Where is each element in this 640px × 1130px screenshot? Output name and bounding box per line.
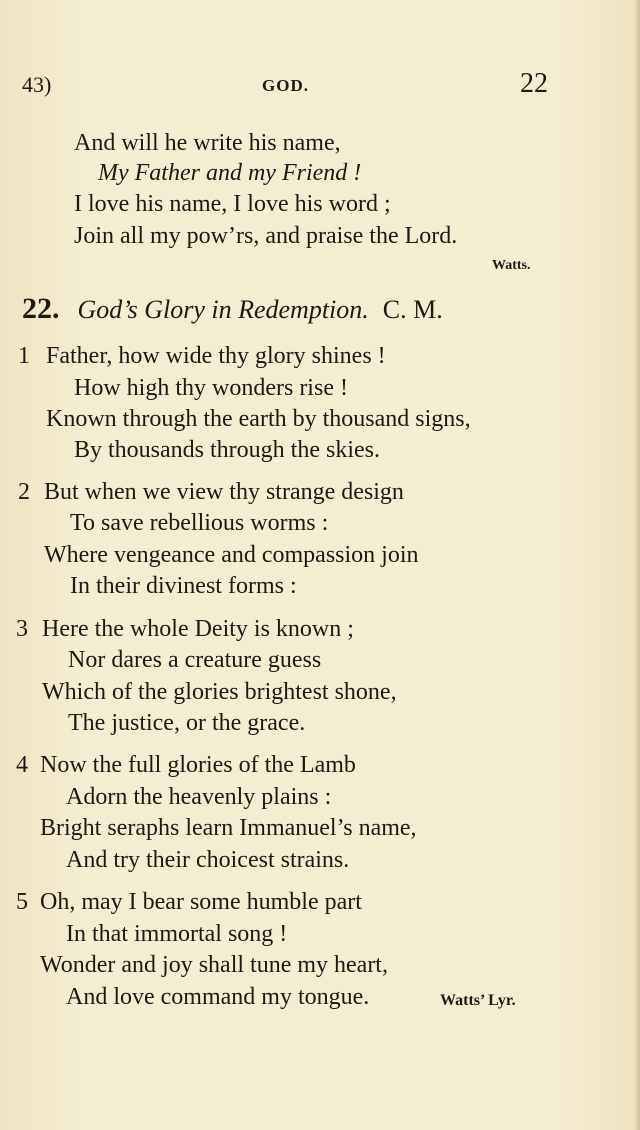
verse-line: And try their choicest strains. bbox=[66, 847, 350, 873]
verse-line: Father, how wide thy glory shines ! bbox=[46, 343, 386, 369]
hymn-author: Watts’ Lyr. bbox=[440, 992, 516, 1009]
running-title: GOD. bbox=[262, 76, 309, 95]
verse-number: 4 bbox=[16, 752, 28, 778]
verse-number: 5 bbox=[16, 889, 28, 915]
verse-line: Bright seraphs learn Immanuel’s name, bbox=[40, 815, 417, 841]
verse-line: Which of the glories brightest shone, bbox=[42, 679, 397, 705]
page-number: 22 bbox=[520, 68, 548, 99]
previous-hymn-line: Join all my pow’rs, and praise the Lord. bbox=[74, 223, 458, 249]
previous-hymn-line: My Father and my Friend ! bbox=[98, 160, 362, 186]
verse-line: Here the whole Deity is known ; bbox=[42, 616, 354, 642]
verse-line: Adorn the heavenly plains : bbox=[66, 784, 332, 810]
verse-line: In their divinest forms : bbox=[70, 573, 297, 599]
verse-number: 1 bbox=[18, 343, 30, 369]
verse-number: 2 bbox=[18, 479, 30, 505]
verse-line: Where vengeance and compassion join bbox=[44, 542, 419, 568]
verse-line: Wonder and joy shall tune my heart, bbox=[40, 952, 388, 978]
verse-line: And love command my tongue. bbox=[66, 984, 370, 1010]
verse-line: Nor dares a creature guess bbox=[68, 647, 322, 673]
page-edge-shadow bbox=[634, 0, 640, 1130]
header-left-number: 43) bbox=[22, 72, 52, 97]
hymn-heading bbox=[22, 292, 443, 326]
hymn-number: 22. bbox=[22, 292, 60, 325]
previous-hymn-line: I love his name, I love his word ; bbox=[74, 191, 391, 217]
verse-line: How high thy wonders rise ! bbox=[74, 375, 348, 401]
verse-line: In that immortal song ! bbox=[66, 921, 288, 947]
previous-hymn-line: And will he write his name, bbox=[74, 130, 341, 156]
verse-line: Oh, may I bear some humble part bbox=[40, 889, 362, 915]
hymn-title: God’s Glory in Redemption. bbox=[77, 295, 369, 324]
verse-line: Known through the earth by thousand signs, bbox=[46, 406, 471, 432]
verse-line: By thousands through the skies. bbox=[74, 437, 380, 463]
hymn-meter: C. M. bbox=[382, 295, 443, 324]
previous-hymn-author: Watts. bbox=[492, 258, 531, 273]
verse-number: 3 bbox=[16, 616, 28, 642]
verse-line: Now the full glories of the Lamb bbox=[40, 752, 356, 778]
verse-line: To save rebellious worms : bbox=[70, 510, 329, 536]
verse-line: The justice, or the grace. bbox=[68, 710, 306, 736]
verse-line: But when we view thy strange design bbox=[44, 479, 404, 505]
